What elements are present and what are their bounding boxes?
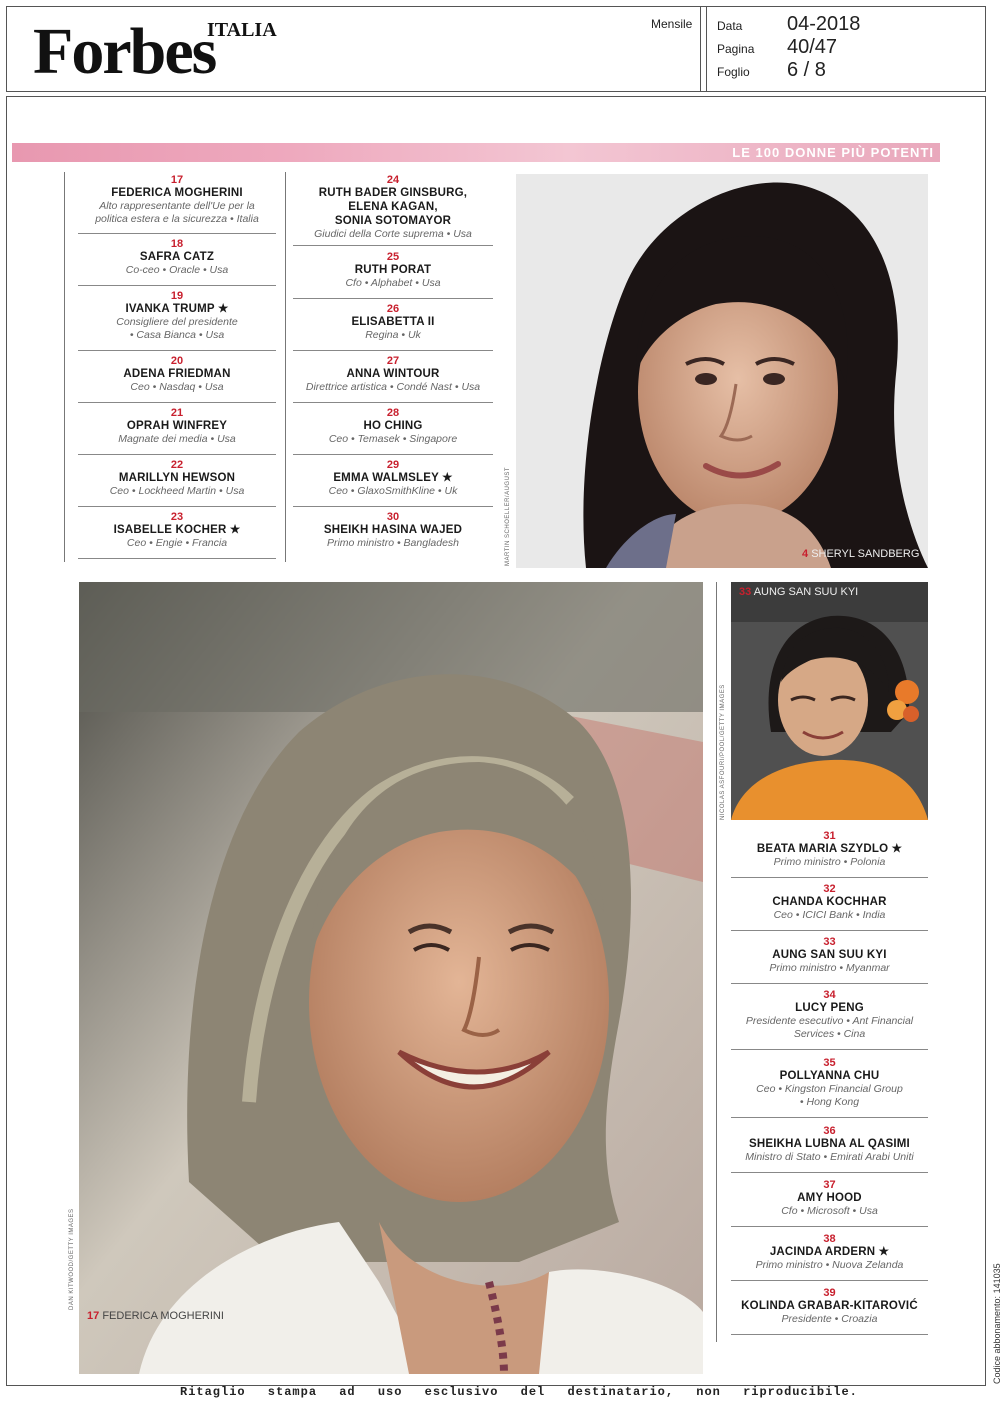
entry-divider [731, 1049, 928, 1050]
person-name: EMMA WALMSLEY ★ [333, 472, 453, 484]
person-role: Presidente esecutivo • Ant Financial Services • Cina [745, 1015, 914, 1040]
caption-rank: 17 [87, 1310, 100, 1322]
rank-number: 23 [170, 511, 184, 523]
person-role: Ceo • Nasdaq • Usa [130, 381, 224, 393]
entry-divider [78, 233, 276, 234]
ranking-entry [731, 1233, 928, 1281]
meta-row-sheet [717, 59, 977, 82]
entry-divider [293, 402, 493, 403]
person-role: Cfo • Microsoft • Usa [781, 1205, 878, 1217]
entry-divider [293, 454, 493, 455]
ranking-entry [293, 355, 493, 403]
rank-number: 20 [170, 355, 184, 367]
photo-federica-mogherini [79, 582, 703, 1374]
rank-number: 30 [386, 511, 400, 523]
caption-name: AUNG SAN SUU KYI [753, 586, 859, 598]
column-divider [285, 172, 286, 562]
rank-number: 33 [823, 936, 836, 948]
ranking-entry [293, 459, 493, 507]
entry-divider [731, 1334, 928, 1335]
person-name: ADENA FRIEDMAN [123, 368, 231, 380]
ranking-entry [731, 1057, 928, 1118]
person-name: POLLYANNA CHU [779, 1070, 880, 1082]
entry-divider [731, 930, 928, 931]
rank-number: 26 [386, 303, 400, 315]
person-role: Consigliere del presidente • Casa Bianca • Usa [116, 316, 238, 341]
photo-aung-san-suu-kyi [731, 582, 928, 820]
person-name: KOLINDA GRABAR-KITAROVIĆ [741, 1300, 918, 1312]
ranking-entry [78, 355, 276, 403]
meta-row-date [717, 13, 977, 36]
person-name: ANNA WINTOUR [346, 368, 440, 380]
entry-divider [78, 506, 276, 507]
person-name: RUTH BADER GINSBURG, ELENA KAGAN, SONIA SOTOMAYOR [318, 187, 468, 227]
caption-name: SHERYL SANDBERG [811, 548, 920, 560]
subscription-code-value: 141035 [992, 1263, 1002, 1294]
person-role: Primo ministro • Myanmar [769, 962, 890, 974]
header-divider [706, 7, 707, 91]
photo-credit: DAN KITWOOD/GETTY IMAGES [69, 1208, 75, 1310]
ranking-entry [731, 830, 928, 878]
meta-label: Foglio [717, 65, 750, 79]
rank-number: 32 [823, 883, 836, 895]
person-role: Ceo • Lockheed Martin • Usa [109, 485, 245, 497]
person-role: Ceo • Kingston Financial Group • Hong Kong [756, 1083, 903, 1108]
person-name: JACINDA ARDERN ★ [769, 1246, 890, 1258]
subscription-code [992, 1263, 1002, 1384]
ranking-entry [78, 407, 276, 455]
rank-number: 36 [823, 1125, 836, 1137]
entry-divider [731, 1280, 928, 1281]
rank-number: 25 [386, 251, 400, 263]
ranking-entry [731, 989, 928, 1050]
person-role: Direttrice artistica • Condé Nast • Usa [305, 381, 481, 393]
photo-credit: NICOLAS ASFOURI/POOL/GETTY IMAGES [720, 684, 726, 820]
forbes-logo: Forbes [33, 15, 216, 88]
portrait-illustration [79, 582, 703, 1374]
person-name: ELISABETTA II [351, 316, 435, 328]
person-name: AMY HOOD [797, 1192, 862, 1204]
person-role: Regina • Uk [365, 329, 421, 341]
person-name: AUNG SAN SUU KYI [772, 949, 887, 961]
ranking-entry [293, 303, 493, 351]
caption-name: FEDERICA MOGHERINI [102, 1310, 224, 1322]
person-role: Ceo • Engie • Francia [126, 537, 228, 549]
person-role: Magnate dei media • Usa [118, 433, 236, 445]
person-name: RUTH PORAT [354, 264, 432, 276]
person-role: Primo ministro • Polonia [773, 856, 886, 868]
ranking-entry [731, 1179, 928, 1227]
entry-divider [293, 506, 493, 507]
column-divider [716, 582, 717, 1342]
entry-divider [78, 454, 276, 455]
person-name: FEDERICA MOGHERINI [111, 187, 243, 199]
person-name: ISABELLE KOCHER ★ [113, 524, 241, 536]
person-name: HO CHING [363, 420, 423, 432]
photo-caption [802, 548, 919, 560]
entry-divider [293, 298, 493, 299]
section-banner [12, 143, 940, 162]
entry-divider [731, 983, 928, 984]
ranking-entry [78, 511, 276, 559]
person-role: Ceo • Temasek • Singapore [328, 433, 458, 445]
rank-number: 34 [823, 989, 836, 1001]
person-role: Co-ceo • Oracle • Usa [125, 264, 229, 276]
person-name: CHANDA KOCHHAR [772, 896, 887, 908]
ranking-entry [78, 290, 276, 351]
rank-number: 31 [823, 830, 836, 842]
person-name: OPRAH WINFREY [126, 420, 228, 432]
meta-label: Data [717, 19, 743, 33]
photo-sheryl-sandberg [516, 174, 928, 568]
rank-number: 22 [170, 459, 184, 471]
periodicity: Mensile [651, 17, 693, 31]
section-title: LE 100 DONNE PIÙ POTENTI [732, 145, 934, 160]
ranking-entry [293, 174, 493, 246]
clipping-header [6, 6, 986, 92]
ranking-entry [293, 511, 493, 559]
entry-divider [731, 877, 928, 878]
person-name: SHEIKH HASINA WAJED [323, 524, 463, 536]
ranking-entry [731, 883, 928, 931]
rank-number: 39 [823, 1287, 836, 1299]
rank-number: 17 [170, 174, 184, 186]
photo-caption [87, 1310, 224, 1322]
entry-divider [78, 350, 276, 351]
caption-rank: 4 [802, 548, 809, 560]
entry-divider [78, 558, 276, 559]
clipping-meta [717, 13, 977, 82]
photo-credit: MARTIN SCHOELLER/AUGUST [505, 466, 511, 566]
rank-number: 27 [386, 355, 400, 367]
person-name: BEATA MARIA SZYDLO ★ [756, 843, 903, 855]
person-name: LUCY PENG [795, 1002, 864, 1014]
ranking-entry [78, 174, 276, 234]
entry-divider [78, 402, 276, 403]
meta-label: Pagina [717, 42, 755, 56]
person-role: Ministro di Stato • Emirati Arabi Uniti [745, 1151, 914, 1163]
rank-number: 29 [386, 459, 400, 471]
rank-number: 21 [170, 407, 184, 419]
person-name: SHEIKHA LUBNA AL QASIMI [749, 1138, 910, 1150]
entry-divider [731, 1117, 928, 1118]
ranking-entry [293, 407, 493, 455]
ranking-entry [731, 936, 928, 984]
rank-number: 37 [823, 1179, 836, 1191]
rank-number: 38 [823, 1233, 836, 1245]
entry-divider [731, 1172, 928, 1173]
rank-number: 18 [170, 238, 184, 250]
column-divider [64, 172, 65, 562]
person-role: Primo ministro • Nuova Zelanda [755, 1259, 904, 1271]
meta-value: 40/47 [787, 36, 838, 58]
header-divider [700, 7, 701, 91]
ranking-entry [293, 251, 493, 299]
meta-value: 6 / 8 [787, 59, 826, 81]
ranking-entry [731, 1125, 928, 1173]
person-role: Presidente • Croazia [781, 1313, 878, 1325]
rank-number: 19 [170, 290, 184, 302]
portrait-illustration [731, 582, 928, 820]
ranking-entry [78, 238, 276, 286]
rank-number: 24 [386, 174, 400, 186]
clipping-disclaimer: Ritaglio stampa ad uso esclusivo del destinatario, non riproducibile. [180, 1385, 858, 1399]
meta-value: 04-2018 [787, 13, 861, 35]
ranking-entry [78, 459, 276, 507]
person-name: IVANKA TRUMP ★ [125, 303, 229, 315]
person-name: SAFRA CATZ [139, 251, 215, 263]
subscription-code-label: Codice abbonamento: [992, 1295, 1002, 1384]
entry-divider [293, 245, 493, 246]
entry-divider [293, 350, 493, 351]
person-role: Cfo • Alphabet • Usa [345, 277, 441, 289]
entry-divider [78, 285, 276, 286]
person-role: Alto rappresentante dell'Ue per la politica estera e la sicurezza • Italia [95, 200, 259, 225]
person-name: MARILLYN HEWSON [118, 472, 236, 484]
rank-number: 28 [386, 407, 400, 419]
logo-edition: ITALIA [207, 19, 277, 41]
ranking-entry [731, 1287, 928, 1335]
rank-number: 35 [823, 1057, 836, 1069]
person-role: Primo ministro • Bangladesh [326, 537, 460, 549]
entry-divider [731, 1226, 928, 1227]
person-role: Ceo • GlaxoSmithKline • Uk [328, 485, 458, 497]
person-role: Giudici della Corte suprema • Usa [314, 228, 472, 240]
portrait-illustration [516, 174, 928, 568]
caption-rank: 33 [739, 586, 752, 598]
photo-caption [739, 586, 858, 598]
meta-row-page [717, 36, 977, 59]
person-role: Ceo • ICICI Bank • India [773, 909, 886, 921]
